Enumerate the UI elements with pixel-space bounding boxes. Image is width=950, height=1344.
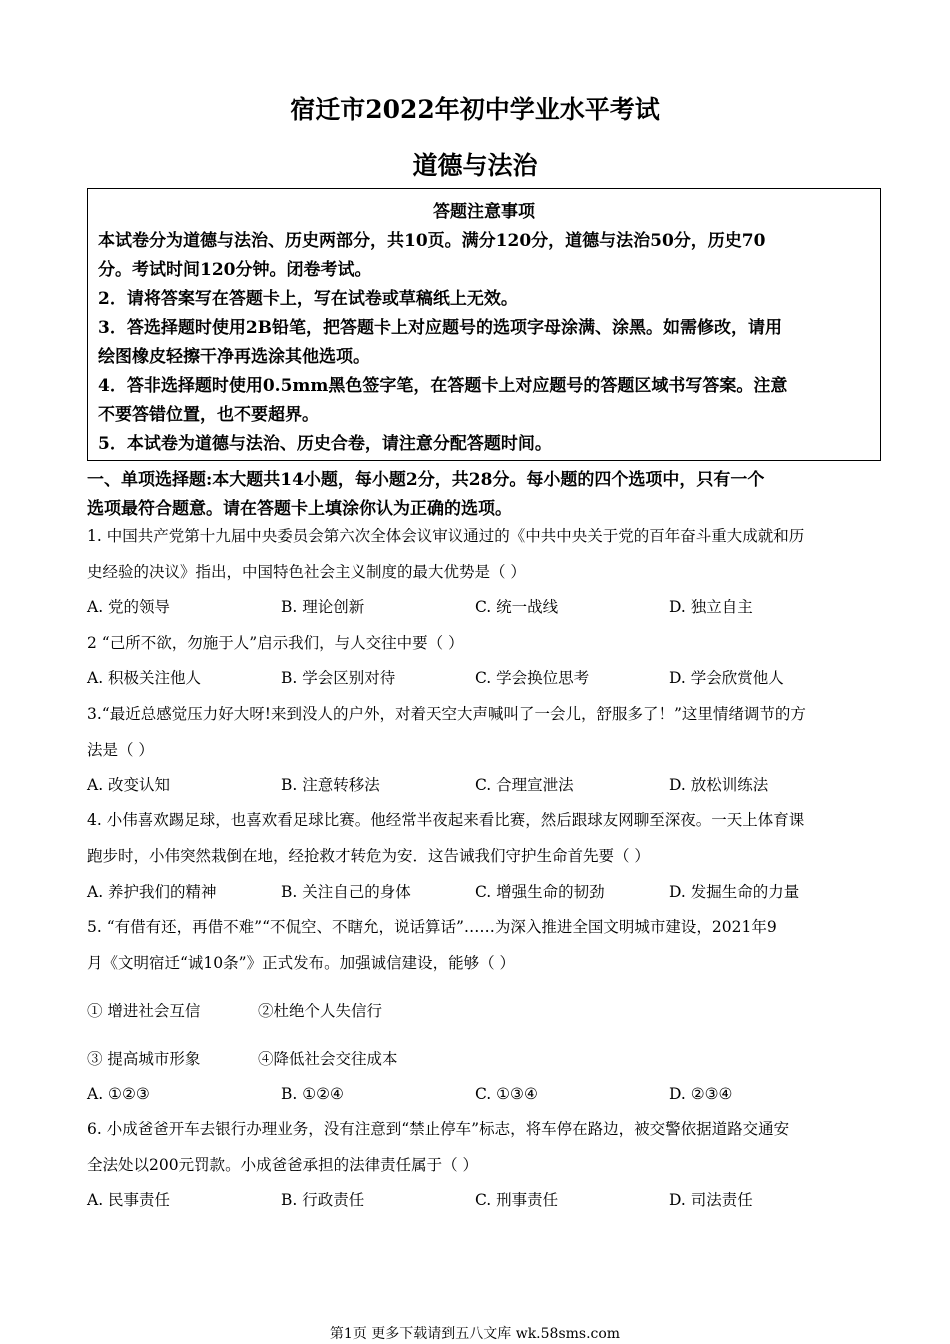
option-a: A. ①②③ xyxy=(87,1085,150,1103)
question-3 xyxy=(87,696,877,768)
question-stem: 3.“最近总感觉压力好大呀!来到没人的户外，对着天空大声喊叫了一会儿，舒服多了！”这里情绪调节的方 xyxy=(87,705,806,723)
option-d: D. 司法责任 xyxy=(669,1191,753,1209)
notice-line: 5．本试卷为道德与法治、历史合卷，请注意分配答题时间。 xyxy=(98,434,552,454)
option-c: C. ①③④ xyxy=(475,1085,538,1103)
notice-line: 不要答错位置，也不要超界。 xyxy=(98,405,319,425)
option-a: A. 党的领导 xyxy=(87,598,171,616)
option-a: A. 改变认知 xyxy=(87,776,171,794)
option-c: C. 增强生命的韧劲 xyxy=(475,883,605,901)
question-5-options xyxy=(87,1079,877,1109)
exam-title: 宿迁市2022年初中学业水平考试 xyxy=(290,95,660,124)
option-b: B. 关注自己的身体 xyxy=(281,883,411,901)
question-stem: 月《文明宿迁“诚10条”》正式发布。加强诚信建设，能够（ ） xyxy=(87,954,516,972)
notice-line: 3．答选择题时使用2B铅笔，把答题卡上对应题号的选项字母涂满、涂黑。如需修改，请用 xyxy=(98,318,783,338)
statement-4: ④降低社会交往成本 xyxy=(258,1050,398,1068)
notice-line: 分。考试时间120分钟。闭卷考试。 xyxy=(98,260,372,280)
option-b: B. ①②④ xyxy=(281,1085,344,1103)
option-d: D. 放松训练法 xyxy=(669,776,769,794)
question-3-options xyxy=(87,770,877,800)
option-c: C. 刑事责任 xyxy=(475,1191,559,1209)
option-c: C. 合理宣泄法 xyxy=(475,776,574,794)
section-instructions xyxy=(87,466,867,524)
statement-2: ②杜绝个人失信行 xyxy=(258,1002,383,1020)
page-footer: 第1页 更多下载请到五八文库 wk.58sms.com xyxy=(329,1326,621,1342)
question-stem: 5. “有借有还，再借不难”“不侃空、不瞎允，说话算话”……为深入推进全国文明城市建设，2021年9 xyxy=(87,918,777,936)
option-d: D. 学会欣赏他人 xyxy=(669,669,784,687)
notice-line: 绘图橡皮轻擦干净再选涂其他选项。 xyxy=(98,347,370,367)
notice-line: 4．答非选择题时使用0.5mm黑色签字笔，在答题卡上对应题号的答题区域书写答案。注意 xyxy=(98,376,788,396)
question-6 xyxy=(87,1111,877,1183)
question-5 xyxy=(87,909,877,981)
question-6-options xyxy=(87,1185,877,1215)
question-1 xyxy=(87,518,877,590)
option-a: A. 养护我们的精神 xyxy=(87,883,217,901)
question-4 xyxy=(87,802,877,874)
option-d: D. 独立自主 xyxy=(669,598,753,616)
statement-1: ① 增进社会互信 xyxy=(87,1002,201,1020)
option-b: B. 学会区别对待 xyxy=(281,669,396,687)
question-stem: 2 “己所不欲，勿施于人”启示我们，与人交往中要（ ） xyxy=(87,634,464,652)
section-line: 选项最符合题意。请在答题卡上填涂你认为正确的选项。 xyxy=(87,499,512,519)
notice-line: 本试卷分为道德与法治、历史两部分，共10页。满分120分，道德与法治50分，历史70 xyxy=(98,231,766,251)
question-1-options xyxy=(87,592,877,622)
option-b: B. 行政责任 xyxy=(281,1191,365,1209)
question-2 xyxy=(87,625,877,661)
question-4-options xyxy=(87,877,877,907)
option-c: C. 统一战线 xyxy=(475,598,559,616)
question-stem: 6. 小成爸爸开车去银行办理业务，没有注意到“禁止停车”标志，将车停在路边，被交警依据道路交通安 xyxy=(87,1120,790,1138)
question-stem: 1. 中国共产党第十九届中央委员会第六次全体会议审议通过的《中共中央关于党的百年奋斗重大成就和历 xyxy=(87,527,805,545)
question-stem: 史经验的决议》指出，中国特色社会主义制度的最大优势是（ ） xyxy=(87,563,526,581)
notice-box xyxy=(87,188,881,461)
subject-title: 道德与法治 xyxy=(412,151,538,180)
option-c: C. 学会换位思考 xyxy=(475,669,590,687)
notice-heading: 答题注意事项 xyxy=(433,202,535,222)
option-b: B. 注意转移法 xyxy=(281,776,380,794)
question-stem: 4. 小伟喜欢踢足球，也喜欢看足球比赛。他经常半夜起来看比赛，然后跟球友网聊至深夜。一天上体育课 xyxy=(87,811,805,829)
option-d: D. ②③④ xyxy=(669,1085,733,1103)
question-2-options xyxy=(87,663,877,693)
option-a: A. 积极关注他人 xyxy=(87,669,202,687)
notice-line: 2．请将答案写在答题卡上，写在试卷或草稿纸上无效。 xyxy=(98,289,518,309)
option-d: D. 发掘生命的力量 xyxy=(669,883,800,901)
question-stem: 跑步时，小伟突然栽倒在地，经抢救才转危为安．这告诫我们守护生命首先要（ ） xyxy=(87,847,650,865)
section-line: 一、单项选择题:本大题共14小题，每小题2分，共28分。每小题的四个选项中，只有一个 xyxy=(87,470,765,490)
question-stem: 全法处以200元罚款。小成爸爸承担的法律责任属于（ ） xyxy=(87,1156,479,1174)
option-a: A. 民事责任 xyxy=(87,1191,171,1209)
question-stem: 法是（ ） xyxy=(87,741,154,759)
statement-3: ③ 提高城市形象 xyxy=(87,1050,201,1068)
option-b: B. 理论创新 xyxy=(281,598,365,616)
